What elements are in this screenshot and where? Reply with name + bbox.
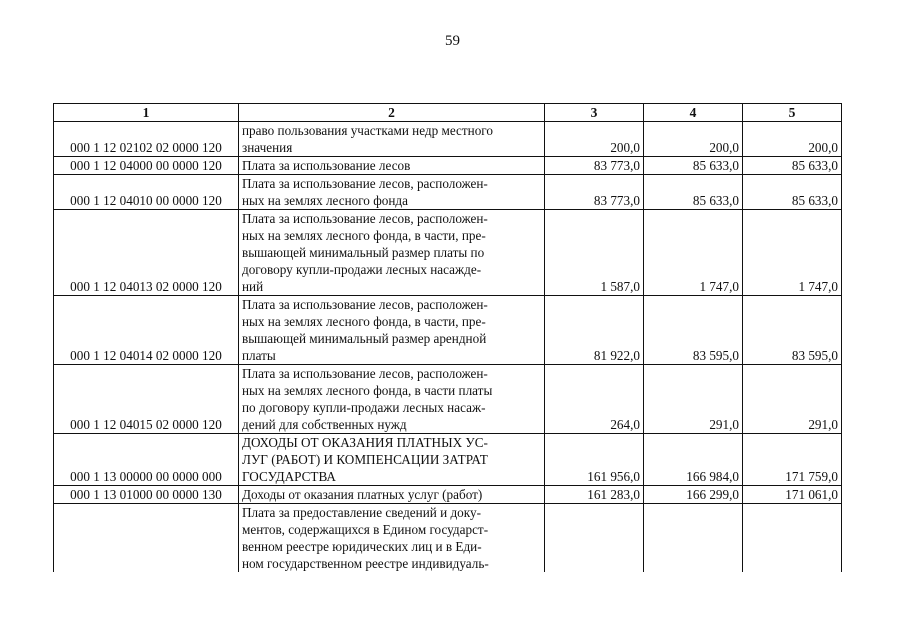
amount-cell-v4: 83 595,0	[644, 296, 743, 365]
item-name-line: ментов, содержащихся в Едином государст-	[242, 522, 489, 537]
table-row	[54, 157, 842, 175]
column-header: 2	[239, 104, 545, 122]
budget-code-cell: 000 1 12 04015 02 0000 120	[54, 365, 239, 434]
amount-cell-v5: 291,0	[743, 365, 842, 434]
table-body	[54, 122, 842, 573]
budget-code-cell: 000 1 12 04010 00 0000 120	[54, 175, 239, 210]
amount-cell-v4: 85 633,0	[644, 157, 743, 175]
item-name-line: Доходы от оказания платных услуг (работ)	[242, 487, 483, 502]
item-name-line: договору купли-продажи лесных насажде-	[242, 262, 482, 277]
budget-code-cell: 000 1 12 02102 02 0000 120	[54, 122, 239, 157]
item-name-line: Плата за использование лесов, расположен-	[242, 211, 488, 226]
item-name-line: ных на землях лесного фонда	[242, 193, 408, 208]
item-name-line: Плата за использование лесов, расположен-	[242, 297, 488, 312]
item-name-line: вышающей минимальный размер арендной	[242, 331, 487, 346]
item-name-line: ных на землях лесного фонда, в части платы	[242, 383, 493, 398]
table-row	[54, 434, 842, 486]
amount-cell-v5: 171 061,0	[743, 486, 842, 504]
budget-code-cell: 000 1 13 00000 00 0000 000	[54, 434, 239, 486]
item-name-line: Плата за предоставление сведений и доку-	[242, 505, 481, 520]
amount-cell-v5	[743, 504, 842, 573]
amount-cell-v4: 166 299,0	[644, 486, 743, 504]
item-name-cell	[239, 157, 545, 175]
item-name-cell	[239, 434, 545, 486]
amount-cell-v4	[644, 504, 743, 573]
item-name-line: Плата за использование лесов, расположен-	[242, 176, 488, 191]
item-name-line: право пользования участками недр местного	[242, 123, 493, 138]
item-name-line: ГОСУДАРСТВА	[242, 469, 336, 484]
column-header: 4	[644, 104, 743, 122]
column-header: 5	[743, 104, 842, 122]
item-name-line: Плата за использование лесов, расположен-	[242, 366, 488, 381]
table-row	[54, 296, 842, 365]
item-name-line: ний	[242, 279, 264, 294]
item-name-cell	[239, 175, 545, 210]
budget-code-cell: 000 1 13 01000 00 0000 130	[54, 486, 239, 504]
budget-code-cell: 000 1 12 04000 00 0000 120	[54, 157, 239, 175]
item-name-cell	[239, 122, 545, 157]
item-name-line: вышающей минимальный размер платы по	[242, 245, 485, 260]
budget-table	[53, 103, 842, 572]
item-name-line: венном реестре юридических лиц и в Еди-	[242, 539, 482, 554]
amount-cell-v3: 161 283,0	[545, 486, 644, 504]
amount-cell-v3: 83 773,0	[545, 157, 644, 175]
amount-cell-v3: 83 773,0	[545, 175, 644, 210]
item-name-line: платы	[242, 348, 276, 363]
item-name-line: ДОХОДЫ ОТ ОКАЗАНИЯ ПЛАТНЫХ УС-	[242, 435, 488, 450]
item-name-line: ЛУГ (РАБОТ) И КОМПЕНСАЦИИ ЗАТРАТ	[242, 452, 488, 467]
item-name-cell	[239, 504, 545, 573]
item-name-cell	[239, 296, 545, 365]
item-name-cell	[239, 210, 545, 296]
amount-cell-v4: 166 984,0	[644, 434, 743, 486]
page-number: 59	[445, 33, 460, 49]
item-name-line: дений для собственных нужд	[242, 417, 407, 432]
amount-cell-v4: 200,0	[644, 122, 743, 157]
amount-cell-v3: 264,0	[545, 365, 644, 434]
item-name-line: Плата за использование лесов	[242, 158, 411, 173]
amount-cell-v5: 200,0	[743, 122, 842, 157]
item-name-line: значения	[242, 140, 293, 155]
table-row	[54, 365, 842, 434]
table-row	[54, 210, 842, 296]
amount-cell-v5: 85 633,0	[743, 157, 842, 175]
amount-cell-v4: 291,0	[644, 365, 743, 434]
amount-cell-v5: 83 595,0	[743, 296, 842, 365]
amount-cell-v3: 200,0	[545, 122, 644, 157]
amount-cell-v5: 1 747,0	[743, 210, 842, 296]
amount-cell-v5: 85 633,0	[743, 175, 842, 210]
amount-cell-v3: 161 956,0	[545, 434, 644, 486]
table-header-row	[54, 104, 842, 122]
table-row	[54, 486, 842, 504]
amount-cell-v5: 171 759,0	[743, 434, 842, 486]
column-header: 3	[545, 104, 644, 122]
table-row	[54, 504, 842, 573]
item-name-line: ном государственном реестре индивидуаль-	[242, 556, 489, 571]
amount-cell-v4: 85 633,0	[644, 175, 743, 210]
column-header: 1	[54, 104, 239, 122]
budget-code-cell: 000 1 12 04014 02 0000 120	[54, 296, 239, 365]
item-name-line: ных на землях лесного фонда, в части, пре-	[242, 228, 486, 243]
item-name-line: ных на землях лесного фонда, в части, пре-	[242, 314, 486, 329]
budget-code-cell: 000 1 12 04013 02 0000 120	[54, 210, 239, 296]
item-name-cell	[239, 486, 545, 504]
amount-cell-v3: 81 922,0	[545, 296, 644, 365]
amount-cell-v4: 1 747,0	[644, 210, 743, 296]
item-name-line: по договору купли-продажи лесных насаж-	[242, 400, 486, 415]
table-row	[54, 175, 842, 210]
amount-cell-v3	[545, 504, 644, 573]
table-row	[54, 122, 842, 157]
budget-code-cell	[54, 504, 239, 573]
amount-cell-v3: 1 587,0	[545, 210, 644, 296]
item-name-cell	[239, 365, 545, 434]
